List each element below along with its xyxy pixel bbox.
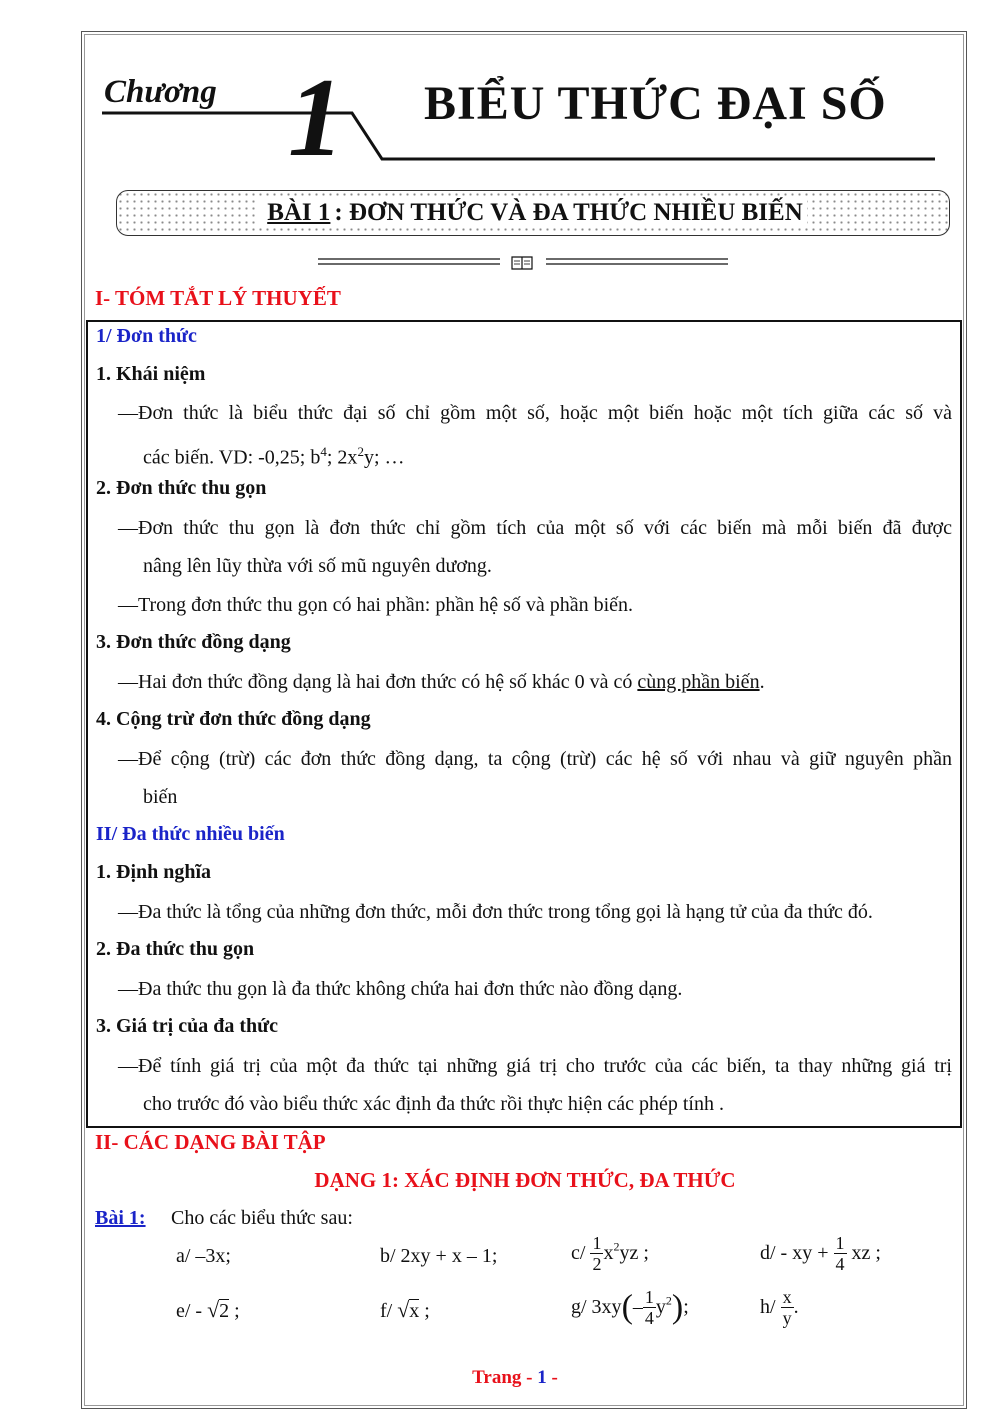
- text-cong-tru-2: biến: [143, 786, 178, 808]
- expr-g-minus: –: [632, 1296, 643, 1318]
- sup-4: 4: [320, 444, 327, 459]
- expr-d-tail: xz ;: [851, 1242, 881, 1264]
- text-khai-niem-2c: y; …: [363, 446, 405, 469]
- expr-d: [760, 1233, 881, 1274]
- expr-c-var: x: [603, 1242, 614, 1264]
- text-dinh-nghia: —Đa thức là tổng của những đơn thức, mỗi đơn thức trong tổng gọi là hạng tử của đa thức đó.: [118, 901, 873, 923]
- ornament-divider: [318, 253, 728, 271]
- bai-1-label: Bài 1:: [95, 1207, 146, 1229]
- expr-h-prefix: h/: [760, 1296, 776, 1318]
- expr-d-den: 4: [835, 1254, 845, 1274]
- text-cong-tru-1: —Để cộng (trừ) các đơn thức đồng dạng, ta cộng (trừ) các hệ số với nhau và giữ nguyên phần: [118, 748, 952, 770]
- expr-d-fraction: [834, 1233, 847, 1274]
- heading-dong-dang: 3. Đơn thức đồng dạng: [96, 631, 291, 653]
- expr-c-den: 2: [592, 1254, 602, 1274]
- subheading-don-thuc: 1/ Đơn thức: [96, 325, 197, 347]
- subheading-da-thuc: II/ Đa thức nhiều biến: [96, 823, 285, 845]
- expr-e-tail: ;: [229, 1300, 240, 1322]
- heading-khai-niem: 1. Khái niệm: [96, 363, 206, 385]
- dang-1-heading: DẠNG 1: XÁC ĐỊNH ĐƠN THỨC, ĐA THỨC: [314, 1168, 736, 1192]
- expr-f-tail: ;: [419, 1300, 430, 1322]
- expr-f-sqrt: √: [397, 1297, 410, 1322]
- text-gia-tri-1: —Để tính giá trị của một đa thức tại những giá trị cho trước của các biến, ta thay những giá trị: [118, 1055, 952, 1077]
- expr-g: [571, 1287, 689, 1328]
- chapter-number: 1: [288, 56, 344, 180]
- expr-c-sup: 2: [613, 1239, 620, 1254]
- expr-g-sup: 2: [665, 1293, 672, 1308]
- heading-don-thuc-thu-gon: 2. Đơn thức thu gọn: [96, 477, 267, 499]
- text-dong-dang-1: [118, 663, 765, 701]
- bai-1-text: Cho các biểu thức sau:: [171, 1207, 353, 1229]
- text-da-thuc-thu-gon: —Đa thức thu gọn là đa thức không chứa hai đơn thức nào đồng dạng.: [118, 978, 683, 1000]
- lesson-title-text: : ĐƠN THỨC VÀ ĐA THỨC NHIỀU BIẾN: [334, 199, 803, 226]
- expr-c-prefix: c/: [571, 1242, 586, 1264]
- section-heading-exercises: II- CÁC DẠNG BÀI TẬP: [95, 1130, 326, 1154]
- footer-label: Trang -: [472, 1367, 538, 1388]
- text-dong-dang-1b: .: [759, 671, 765, 693]
- expr-e-prefix: e/ -: [176, 1300, 203, 1322]
- expr-d-prefix: d/ - xy +: [760, 1242, 829, 1264]
- expr-g-tail: ;: [683, 1296, 689, 1318]
- expr-f-prefix: f/: [380, 1300, 393, 1322]
- footer-suffix: -: [546, 1367, 558, 1388]
- text-thu-gon-2: nâng lên lũy thừa với số mũ nguyên dương.: [143, 555, 492, 577]
- lesson-banner: [116, 190, 950, 236]
- chapter-label: Chương: [104, 74, 217, 110]
- lesson-prefix: BÀI 1: [263, 199, 334, 226]
- page-footer: [0, 1367, 1000, 1389]
- expr-f: [380, 1297, 430, 1323]
- expr-h-tail: .: [793, 1296, 799, 1318]
- section-heading-theory: I- TÓM TẮT LÝ THUYẾT: [95, 286, 341, 310]
- text-khai-niem-2a: các biến. VD: -0,25; b: [143, 446, 321, 469]
- expr-c: [571, 1233, 649, 1274]
- expr-h-fraction: [781, 1287, 794, 1328]
- expr-h: [760, 1287, 799, 1328]
- heading-dinh-nghia: 1. Định nghĩa: [96, 861, 212, 883]
- expr-h-num: x: [782, 1287, 792, 1307]
- expr-g-den: 4: [644, 1308, 654, 1328]
- lesson-title: [117, 199, 949, 227]
- expr-g-lparen: (: [621, 1288, 633, 1326]
- text-khai-niem-1: —Đơn thức là biểu thức đại số chỉ gồm một số, hoặc một biến hoặc một tích giữa các số và: [118, 402, 952, 424]
- sup-2: 2: [357, 444, 364, 459]
- text-thu-gon-3: —Trong đơn thức thu gọn có hai phần: phần hệ số và phần biến.: [118, 594, 634, 616]
- chapter-title: BIỂU THỨC ĐẠI SỐ: [424, 77, 887, 130]
- page-number: 1: [537, 1367, 547, 1388]
- heading-da-thuc-thu-gon: 2. Đa thức thu gọn: [96, 938, 255, 960]
- expr-e: [176, 1297, 240, 1323]
- expr-c-num: 1: [592, 1233, 602, 1253]
- text-dong-dang-underlined: cùng phần biến: [637, 671, 760, 693]
- text-thu-gon-1: —Đơn thức thu gọn là đơn thức chỉ gồm tích của một số với các biến mà mỗi biến đã được: [118, 517, 952, 539]
- expr-c-tail: yz ;: [619, 1242, 649, 1264]
- text-gia-tri-2: cho trước đó vào biểu thức xác định đa thức rồi thực hiện các phép tính .: [143, 1093, 724, 1115]
- book-icon: [512, 257, 532, 269]
- text-khai-niem-2b: ; 2x: [326, 446, 358, 469]
- heading-gia-tri: 3. Giá trị của đa thức: [96, 1015, 278, 1037]
- expr-d-num: 1: [835, 1233, 845, 1253]
- expr-g-fraction: [643, 1287, 656, 1328]
- expr-h-den: y: [782, 1308, 792, 1328]
- text-dong-dang-1a: —Hai đơn thức đồng dạng là hai đơn thức có hệ số khác 0 và có: [118, 671, 638, 693]
- expr-f-radicand: x: [409, 1300, 420, 1322]
- expr-a: a/ –3x;: [176, 1245, 231, 1267]
- expr-e-radicand: 2: [219, 1300, 230, 1322]
- expr-g-var: y: [655, 1296, 666, 1318]
- expr-g-num: 1: [644, 1287, 654, 1307]
- expr-g-rparen: ): [671, 1288, 684, 1326]
- expr-c-fraction: [590, 1233, 603, 1274]
- heading-cong-tru: 4. Cộng trừ đơn thức đồng dạng: [96, 708, 371, 730]
- text-khai-niem-2: [143, 433, 405, 477]
- expr-g-prefix: g/ 3xy: [571, 1296, 622, 1318]
- expr-e-sqrt: √: [207, 1297, 220, 1322]
- expr-b: b/ 2xy + x – 1;: [380, 1245, 498, 1267]
